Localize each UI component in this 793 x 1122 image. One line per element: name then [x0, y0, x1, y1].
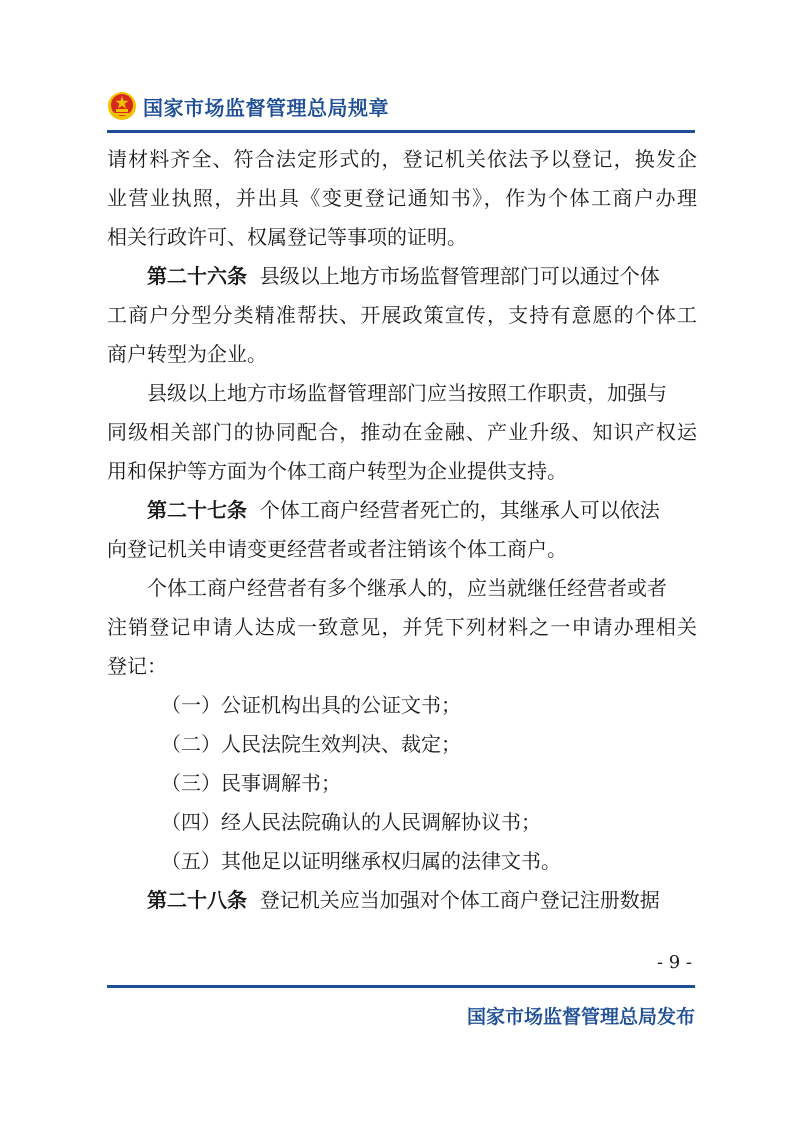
text-line: 登记：	[107, 654, 167, 678]
text-line: 工商户分型分类精准帮扶、开展政策宣传，支持有意愿的个体工	[107, 303, 697, 327]
national-emblem-icon	[107, 91, 137, 121]
document-body	[107, 140, 697, 920]
header-title: 国家市场监督管理总局规章	[143, 95, 389, 120]
article-number: 第二十八条	[147, 888, 247, 912]
text-line: 个体工商户经营者有多个继承人的，应当就继任经营者或者	[147, 576, 667, 600]
article-28	[107, 881, 697, 920]
list-item: （四）经人民法院确认的人民调解协议书；	[161, 810, 541, 834]
article-text: 个体工商户经营者死亡的，其继承人可以依法	[259, 498, 660, 522]
list-item: （三）民事调解书；	[161, 771, 341, 795]
text-line: 同级相关部门的协同配合，推动在金融、产业升级、知识产权运	[107, 420, 697, 444]
header-divider	[107, 130, 695, 133]
article-27	[107, 491, 697, 530]
text-line: 相关行政许可、权属登记等事项的证明。	[107, 225, 467, 249]
text-line: 注销登记申请人达成一致意见，并凭下列材料之一申请办理相关	[107, 615, 697, 639]
text-line: 业营业执照，并出具《变更登记通知书》，作为个体工商户办理	[107, 186, 697, 210]
article-text: 登记机关应当加强对个体工商户登记注册数据	[259, 888, 660, 912]
footer-publisher: 国家市场监督管理总局发布	[466, 1006, 695, 1028]
list-item: （一）公证机构出具的公证文书；	[161, 693, 461, 717]
text-line: 商户转型为企业。	[107, 342, 267, 366]
text-line: 请材料齐全、符合法定形式的，登记机关依法予以登记，换发企	[107, 147, 697, 171]
text-line: 县级以上地方市场监督管理部门应当按照工作职责，加强与	[147, 381, 667, 405]
article-text: 县级以上地方市场监督管理部门可以通过个体	[259, 264, 660, 288]
article-number: 第二十七条	[147, 498, 247, 522]
article-26	[107, 257, 697, 296]
footer-divider	[107, 985, 695, 988]
page-number: - 9 -	[656, 952, 692, 973]
text-line: 向登记机关申请变更经营者或者注销该个体工商户。	[107, 537, 567, 561]
page-header	[107, 86, 389, 126]
article-number: 第二十六条	[147, 264, 247, 288]
list-item: （五）其他足以证明继承权归属的法律文书。	[161, 849, 561, 873]
list-item: （二）人民法院生效判决、裁定；	[161, 732, 461, 756]
text-line: 用和保护等方面为个体工商户转型为企业提供支持。	[107, 459, 567, 483]
